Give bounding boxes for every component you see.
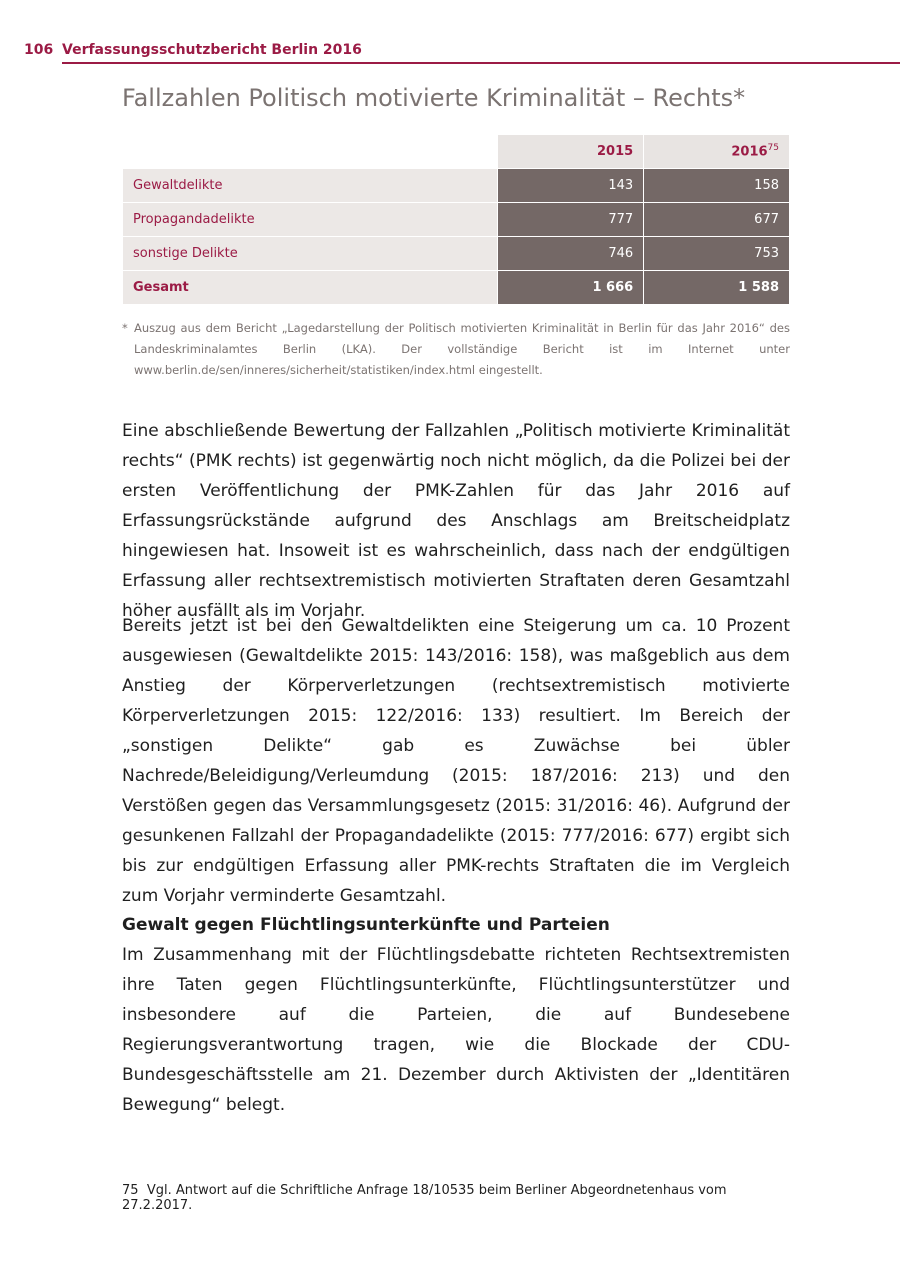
row-label: sonstige Delikte <box>123 237 498 271</box>
value-2015: 1 666 <box>498 271 644 305</box>
value-2016: 158 <box>644 169 790 203</box>
footnote-ref-75: 75 <box>767 143 779 154</box>
value-2016: 677 <box>644 203 790 237</box>
table-header-blank <box>123 135 498 169</box>
row-label: Propagandadelikte <box>123 203 498 237</box>
note-mark: * <box>122 321 128 335</box>
column-header-2015: 2015 <box>498 135 644 169</box>
statistics-table <box>122 134 790 305</box>
value-2015: 143 <box>498 169 644 203</box>
column-header-2016: 2016$^{75}$ <box>644 135 790 169</box>
value-2016: 1 588 <box>644 271 790 305</box>
publication-title: Verfassungsschutzbericht Berlin 2016 <box>62 42 362 58</box>
value-2015: 777 <box>498 203 644 237</box>
table-row <box>123 237 790 271</box>
body-paragraph: Bereits jetzt ist bei den Gewaltdelikten eine Steigerung um ca. 10 Prozent ausgewiesen (Gewaltdelikte 2015: 143/2016: 158), was maßgeblich aus dem Anstieg der Körperverletzungen (rechtsextremistisch motivierte Körperverletzungen 2015: 122/2016: 133) resultiert. Im Bereich der „sonstigen Delikte“ gab es Zuwächse bei übler Nachrede/Beleidigung/Verleumdung (2015: 187/2016: 213) und den Verstößen gegen das Versammlungsgesetz (2015: 31/2016: 46). Aufgrund der gesunkenen Fallzahl der Propagandadelikte (2015: 777/2016: 677) ergibt sich bis zur endgültigen Erfassung aller PMK-rechts Straftaten die im Vergleich zum Vorjahr verminderte Gesamtzahl. <box>122 616 790 906</box>
table-row-total <box>123 271 790 305</box>
table-note <box>122 318 790 381</box>
table-header-row <box>123 135 790 169</box>
footnote <box>122 1183 790 1213</box>
footnote-text: Vgl. Antwort auf die Schriftliche Anfrage 18/10535 beim Berliner Abgeordnetenhaus vom 27.2.2017. <box>122 1183 727 1213</box>
footnote-number: 75 <box>122 1183 139 1198</box>
table-row <box>123 169 790 203</box>
table-row <box>123 203 790 237</box>
note-text: Auszug aus dem Bericht „Lagedarstellung der Politisch motivierten Kriminalität in Berlin für das Jahr 2016“ des Landeskriminalamtes Berlin (LKA). Der vollständige Bericht ist im Internet unter www.berlin.de/sen/inneres/sicherheit/statistiken/index.html eingestellt. <box>134 321 790 377</box>
row-label: Gesamt <box>123 271 498 305</box>
page-number: 106 <box>24 42 54 58</box>
value-2016: 753 <box>644 237 790 271</box>
table-title: Fallzahlen Politisch motivierte Kriminalität – Rechts* <box>122 84 746 112</box>
body-paragraph: Eine abschließende Bewertung der Fallzahlen „Politisch motivierte Kriminalität rechts“ (PMK rechts) ist gegenwärtig noch nicht möglich, da die Polizei bei der ersten Veröffentlichung der PMK-Zahlen für das Jahr 2016 auf Erfassungsrückstände aufgrund des Anschlags am Breitscheidplatz hingewiesen hat. Insoweit ist es wahrscheinlich, dass nach der endgültigen Erfassung aller rechtsextremistisch motivierten Straftaten deren Gesamtzahl höher ausfällt als im Vorjahr. <box>122 421 790 621</box>
row-label: Gewaltdelikte <box>123 169 498 203</box>
page-header <box>24 40 900 68</box>
value-2015: 746 <box>498 237 644 271</box>
body-paragraph: Im Zusammenhang mit der Flüchtlingsdebatte richteten Rechtsextremisten ihre Taten gegen Flüchtlingsunterkünfte, Flüchtlingsunterstützer und insbesondere auf die Parteien, die auf Bundesebene Regierungsverantwortung tragen, wie die Blockade der CDU-Bundesgeschäftsstelle am 21. Dezember durch Aktivisten der „Identitären Bewegung“ belegt. <box>122 945 790 1115</box>
header-rule <box>62 62 900 64</box>
section-subheading: Gewalt gegen Flüchtlingsunterkünfte und Parteien <box>122 915 610 935</box>
